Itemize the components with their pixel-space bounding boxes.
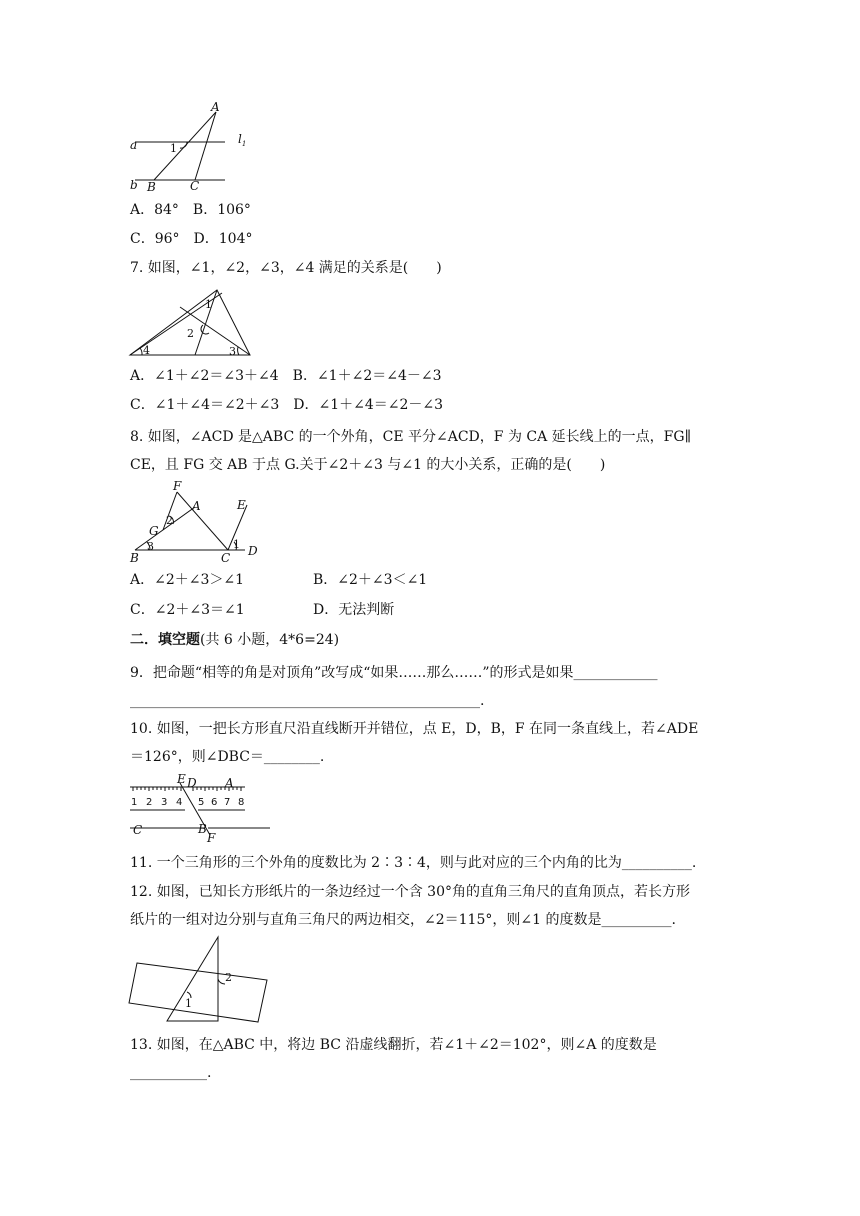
q7-options-ab: A．∠1＋∠2＝∠3＋∠4 B．∠1＋∠2＝∠4－∠3: [130, 368, 442, 384]
q7-options-cd: C．∠1＋∠4＝∠2＋∠3 D．∠1＋∠4＝∠2－∠3: [130, 397, 444, 413]
q12-line2: 纸片的一组对边分别与直角三角尺的两边相交，∠2＝115°，则∠1 的度数是__________.: [130, 912, 676, 928]
q10-line2: ＝126°，则∠DBC＝________.: [130, 749, 325, 765]
figure-q12: [125, 935, 280, 1030]
angle-3-label: 3: [229, 345, 236, 358]
angle-2-label: 2: [187, 327, 194, 340]
tick-label: 8: [238, 797, 245, 808]
section-2-heading: [130, 630, 339, 650]
q13-line2: ___________.: [130, 1065, 212, 1081]
label-B: B: [130, 551, 139, 565]
angle-2-label: 2: [166, 514, 173, 527]
label-G: G: [149, 524, 159, 538]
figure-q8: [125, 480, 265, 565]
label-l1: $l_1$: [238, 132, 247, 148]
label-a: a: [130, 138, 138, 152]
figure-q10: [125, 772, 275, 845]
label-A: A: [211, 100, 220, 114]
q13-line1: 13. 如图，在△ABC 中，将边 BC 沿虚线翻折，若∠1＋∠2＝102°，则∠A 的度数是: [130, 1037, 657, 1053]
q6-options-cd: C．96° D．104°: [130, 231, 253, 247]
q9-line2: __________________________________________________.: [130, 693, 485, 709]
tick-label: 1: [131, 797, 138, 808]
tick-label: 6: [211, 797, 218, 808]
tick-label: 7: [224, 797, 231, 808]
label-F: F: [173, 479, 182, 493]
angle-4-label: 4: [143, 344, 150, 357]
label-E: E: [177, 772, 186, 786]
label-A: A: [225, 776, 234, 790]
label-B: B: [147, 180, 156, 194]
label-B: B: [198, 822, 207, 836]
tick-label: 5: [198, 797, 205, 808]
label-F: F: [207, 831, 216, 845]
ruler-tick-labels: [131, 797, 244, 808]
label-C: C: [133, 823, 143, 837]
label-b: b: [130, 178, 138, 192]
q10-line1: 10. 如图，一把长方形直尺沿直线断开并错位，点 E，D，B，F 在同一条直线上，若∠ADE: [130, 721, 699, 737]
tick-label: 4: [176, 797, 183, 808]
tick-label: 3: [161, 797, 168, 808]
angle-1-label: 1: [185, 997, 192, 1010]
figure-q6: [125, 100, 255, 195]
q8-option-c: C．∠2＋∠3＝∠1: [130, 602, 245, 618]
q12-line1: 12. 如图，已知长方形纸片的一条边经过一个含 30°角的直角三角尺的直角顶点，若长方形: [130, 884, 690, 900]
q8-option-a: A．∠2＋∠3＞∠1: [130, 572, 245, 588]
q8-option-d: D．无法判断: [313, 602, 395, 618]
label-E: E: [237, 498, 246, 512]
section-2-title: 二．填空题: [130, 632, 200, 648]
angle-3-label: 3: [147, 540, 154, 553]
q8-option-b: B．∠2＋∠3＜∠1: [313, 572, 428, 588]
angle-1-label: 1: [205, 298, 212, 311]
q7-stem: 7. 如图，∠1，∠2，∠3，∠4 满足的关系是( ): [130, 260, 442, 276]
label-C: C: [221, 551, 231, 565]
q9-line1: 9．把命题“相等的角是对顶角”改写成“如果……那么……”的形式是如果____________: [130, 665, 658, 681]
q11-line1: 11. 一个三角形的三个外角的度数比为 2∶3∶4，则与此对应的三个内角的比为__________.: [130, 855, 697, 871]
q8-stem-line2: CE，且 FG 交 AB 于点 G.关于∠2＋∠3 与∠1 的大小关系，正确的是( ): [130, 457, 606, 473]
figure-q7: [125, 285, 255, 360]
label-C: C: [190, 179, 200, 193]
section-2-note: (共 6 小题，4*6=24): [200, 632, 340, 648]
angle-1-label: 1: [170, 142, 177, 155]
label-D: D: [187, 776, 197, 790]
angle-1-label: 1: [233, 538, 240, 551]
label-A: A: [192, 499, 201, 513]
q8-stem-line1: 8. 如图，∠ACD 是△ABC 的一个外角，CE 平分∠ACD，F 为 CA 延长线上的一点，FG∥: [130, 429, 692, 445]
label-D: D: [248, 544, 258, 558]
tick-label: 2: [146, 797, 153, 808]
angle-2-label: 2: [225, 971, 232, 984]
q6-options-ab: A．84° B．106°: [130, 202, 251, 218]
